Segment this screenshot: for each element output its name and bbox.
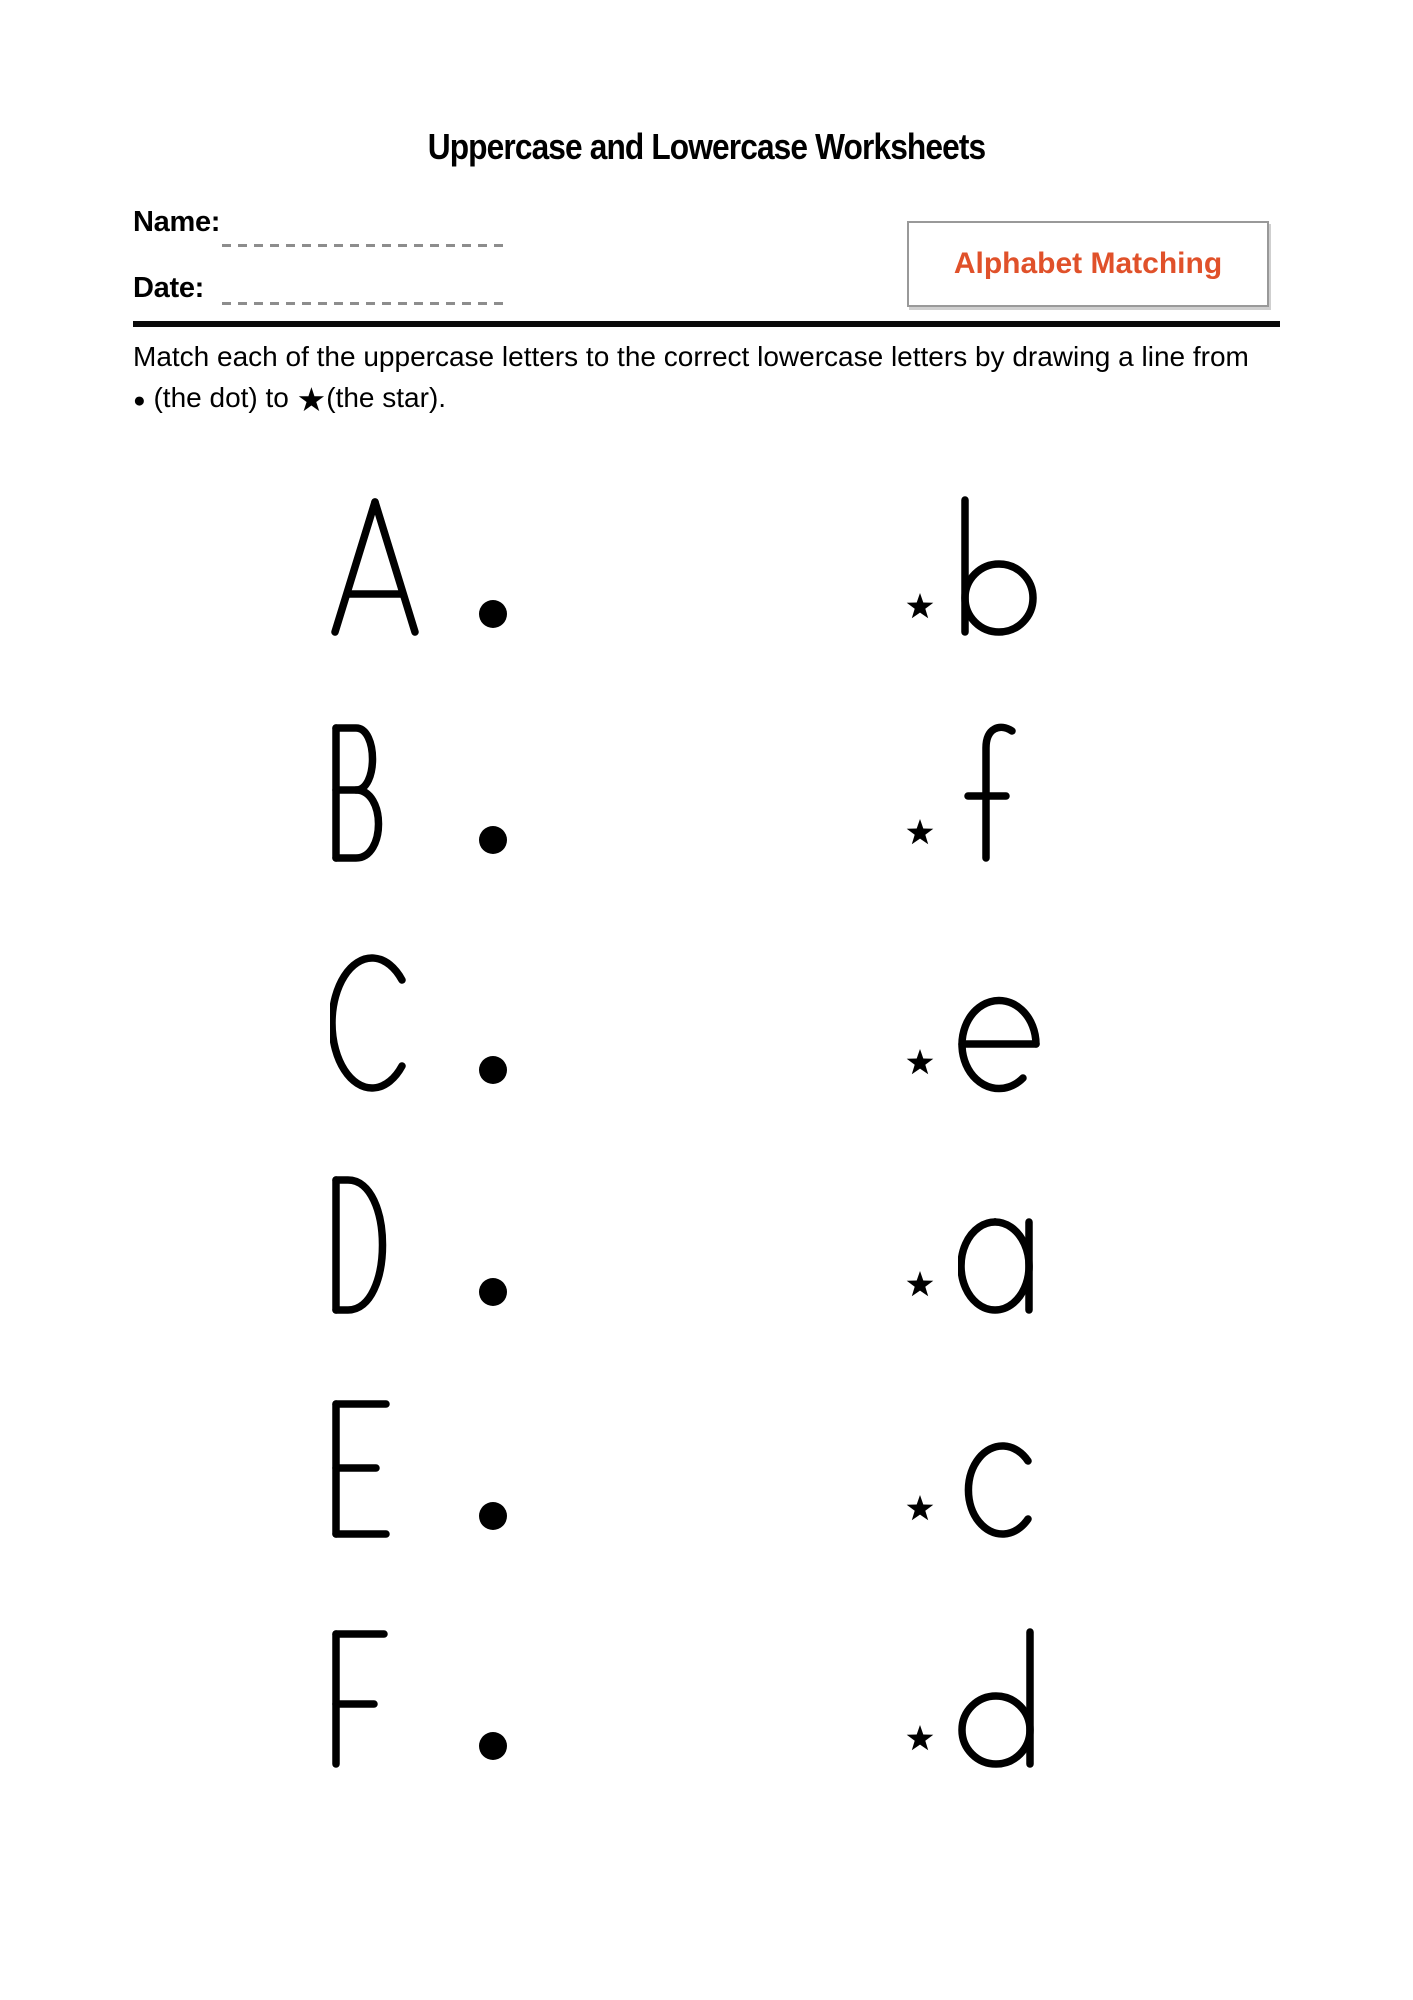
inline-star-icon: ★ [296,380,327,419]
lowercase-letter [958,1394,1032,1544]
lowercase-letter [958,1170,1038,1320]
name-label: Name: [133,206,221,238]
uppercase-letter [330,1170,400,1320]
matching-row [330,948,1120,1100]
inline-dot-icon: ● [133,389,146,412]
dot-marker [479,826,507,854]
dot-marker [479,1502,507,1530]
star-marker-icon [906,592,934,620]
instructions-part1: Match each of the uppercase letters to the correct lowercase letters by drawing a line from [133,341,1249,372]
uppercase-letter [330,948,412,1098]
uppercase-letter [330,718,392,868]
matching-row [330,1394,1120,1546]
uppercase-letter [330,1394,390,1544]
lowercase-letter [958,718,1018,868]
star-marker-icon [906,1494,934,1522]
instructions-text [133,336,1253,418]
name-blank-line [222,244,506,247]
uppercase-letter [330,492,420,642]
dot-marker [479,600,507,628]
matching-row [330,1624,1120,1776]
uppercase-letter [330,1624,388,1774]
dot-marker [479,1732,507,1760]
star-marker-icon [906,1724,934,1752]
dot-marker [479,1278,507,1306]
alphabet-matching-badge [907,221,1269,307]
star-marker-icon [906,1270,934,1298]
worksheet-title: Uppercase and Lowercase Worksheets [427,126,986,167]
separator-line [133,321,1280,327]
date-blank-line [222,302,507,305]
instructions-part2: (the dot) to [153,382,289,413]
lowercase-letter [958,492,1037,642]
lowercase-letter [958,1624,1038,1774]
lowercase-letter [958,948,1042,1098]
matching-row [330,1170,1120,1322]
matching-row [330,718,1120,870]
date-label: Date: [133,272,205,304]
instructions-part3: (the star). [326,382,447,413]
star-marker-icon [906,1048,934,1076]
star-marker-icon [906,818,934,846]
dot-marker [479,1056,507,1084]
badge-label: Alphabet Matching [953,247,1223,280]
matching-row [330,492,1120,644]
